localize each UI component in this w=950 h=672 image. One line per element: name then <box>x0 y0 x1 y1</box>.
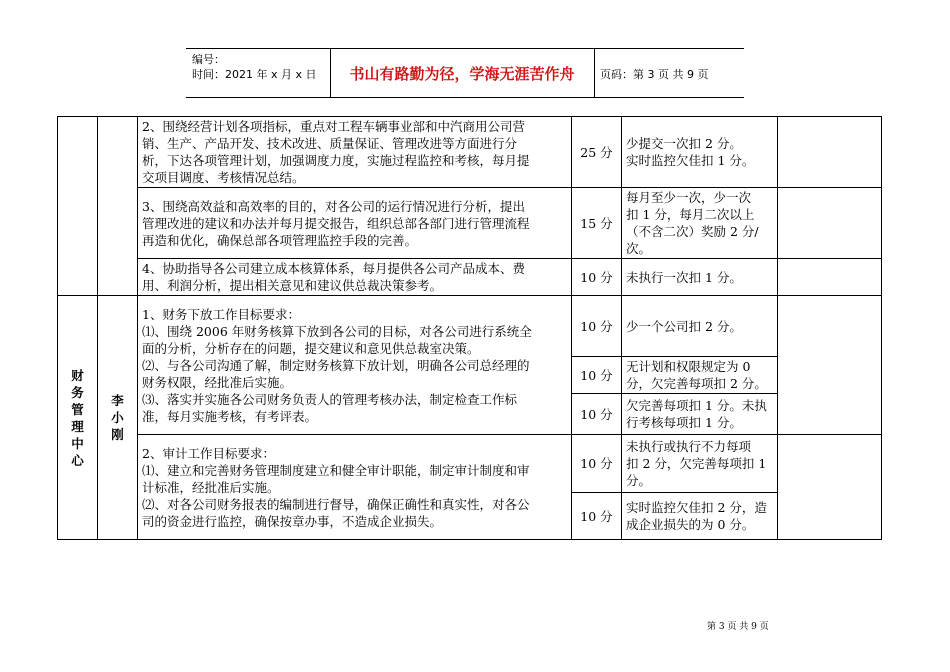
department-name <box>62 367 93 469</box>
header-meta <box>192 52 317 82</box>
text-line: ⑵、对各公司财务报表的编制进行督导，确保正确性和真实性，对各公 <box>142 496 530 512</box>
department-cell <box>58 296 98 540</box>
text-line: 3、围绕高效益和高效率的目的，对各公司的运行情况进行分析，提出 <box>142 198 525 214</box>
text-line: ⑴、围绕 2006 年财务核算下放到各公司的目标，对各公司进行系统全 <box>142 323 532 339</box>
text-line: 销、生产、产品开发、技术改进、质量保证、管理改进等方面进行分 <box>142 136 518 151</box>
empty-cell <box>58 117 98 296</box>
score-cell: 10 分 <box>572 296 622 357</box>
text-line: 交项目调度、考核情况总结。 <box>142 170 305 185</box>
score-cell: 10 分 <box>572 435 622 493</box>
vertical-char: 财 <box>71 367 84 383</box>
vertical-char: 中 <box>71 435 84 451</box>
text-line: 2、围绕经营计划各项指标，重点对工程车辆事业部和中汽商用公司营 <box>142 119 525 134</box>
table-row <box>58 188 882 259</box>
text-line: 4、协助指导各公司建立成本核算体系，每月提供各公司产品成本、费 <box>142 261 525 276</box>
empty-cell <box>778 259 882 296</box>
page-footer: 第 3 页 共 9 页 <box>707 622 769 632</box>
task-description <box>138 435 572 540</box>
assessment-table <box>57 116 882 540</box>
empty-cell <box>778 188 882 259</box>
criteria-cell <box>622 296 778 357</box>
text-line: 分，欠完善每项扣 2 分。 <box>626 376 767 391</box>
text-line: 无计划和权限规定为 0 <box>626 359 751 374</box>
criteria-cell <box>622 188 778 259</box>
score-cell: 25 分 <box>572 117 622 188</box>
empty-cell <box>778 435 882 540</box>
header-slogan: 书山有路勤为径，学海无涯苦作舟 <box>349 65 575 83</box>
text-line: 用、利润分析，提出相关意见和建议供总裁决策参考。 <box>142 278 443 293</box>
score-cell: 10 分 <box>572 357 622 394</box>
empty-cell <box>778 117 882 188</box>
text-line: 再造和优化，确保总部各项管理监控手段的完善。 <box>142 232 418 248</box>
criteria-cell <box>622 259 778 296</box>
vertical-char: 管 <box>71 401 84 417</box>
text-line: 面的分析，分析存在的问题，提交建议和意见供总裁室决策。 <box>142 340 480 356</box>
vertical-char: 小 <box>111 410 124 425</box>
vertical-char: 理 <box>71 418 84 434</box>
text-line: 少提交一次扣 2 分。 <box>626 136 742 151</box>
text-line: 未执行或执行不力每项 <box>626 439 752 454</box>
text-line: 财务权限，经批准后实施。 <box>142 374 293 390</box>
empty-cell <box>778 296 882 435</box>
text-line: 欠完善每项扣 1 分。未执 <box>626 398 767 413</box>
text-line: 成企业损失的为 0 分。 <box>626 517 755 532</box>
vertical-char: 务 <box>71 384 84 400</box>
vertical-char: 刚 <box>111 427 124 442</box>
text-line: ⑶、落实并实施各公司财务负责人的管理考核办法，制定检查工作标 <box>142 391 518 407</box>
text-line: 实时监控欠佳扣 1 分。 <box>626 153 755 168</box>
table-row <box>58 435 882 493</box>
page-header <box>186 48 744 98</box>
text-line: 准，每月实施考核，有考评表。 <box>142 408 318 424</box>
criteria-cell <box>622 493 778 540</box>
text-line: 每月至少一次，少一次 <box>626 190 752 205</box>
criteria-cell <box>622 357 778 394</box>
criteria-cell <box>622 435 778 493</box>
document-number-label: 编号： <box>192 53 225 66</box>
person-cell <box>98 296 138 540</box>
score-cell: 15 分 <box>572 188 622 259</box>
task-description <box>138 259 572 296</box>
empty-cell <box>98 117 138 296</box>
document-date: 时间：2021 年 x 月 x 日 <box>192 68 317 81</box>
criteria-cell <box>622 394 778 435</box>
text-line: 析，下达各项管理计划，加强调度力度，实施过程监控和考核，每月提 <box>142 153 530 168</box>
text-line: 实时监控欠佳扣 2 分，造 <box>626 500 767 515</box>
text-line: 行考核每项扣 1 分。 <box>626 415 742 430</box>
text-line: ⑵、与各公司沟通了解，制定财务核算下放计划，明确各公司总经理的 <box>142 357 530 373</box>
header-page-info: 页码：第 3 页 共 9 页 <box>600 68 709 81</box>
score-cell: 10 分 <box>572 259 622 296</box>
text-line: 扣 2 分，欠完善每项扣 1 <box>626 456 767 471</box>
vertical-char: 心 <box>71 452 84 468</box>
text-line: 未执行一次扣 1 分。 <box>626 269 742 285</box>
vertical-char: 李 <box>111 393 124 408</box>
task-description <box>138 188 572 259</box>
criteria-cell <box>622 117 778 188</box>
task-description <box>138 296 572 435</box>
text-line: 扣 1 分，每月二次以上 <box>626 207 755 222</box>
person-name <box>102 392 133 443</box>
task-description <box>138 117 572 188</box>
score-cell: 10 分 <box>572 394 622 435</box>
text-line: 2、审计工作目标要求： <box>142 445 275 461</box>
score-cell: 10 分 <box>572 493 622 540</box>
text-line: 次。 <box>626 241 652 256</box>
text-line: 计标准，经批准后实施。 <box>142 479 280 495</box>
table-row <box>58 296 882 357</box>
header-divider <box>594 49 595 97</box>
text-line: 分。 <box>626 473 652 488</box>
text-line: 司的资金进行监控，确保按章办事，不造成企业损失。 <box>142 513 443 529</box>
text-line: ⑴、建立和完善财务管理制度建立和健全审计职能，制定审计制度和审 <box>142 462 530 478</box>
text-line: 1、财务下放工作目标要求： <box>142 306 300 322</box>
text-line: 少一个公司扣 2 分。 <box>626 318 742 334</box>
text-line: （不含二次）奖励 2 分/ <box>626 224 759 239</box>
table-row <box>58 117 882 188</box>
table-row <box>58 259 882 296</box>
text-line: 管理改进的建议和办法并每月提交报告，组织总部各部门进行管理流程 <box>142 215 530 231</box>
